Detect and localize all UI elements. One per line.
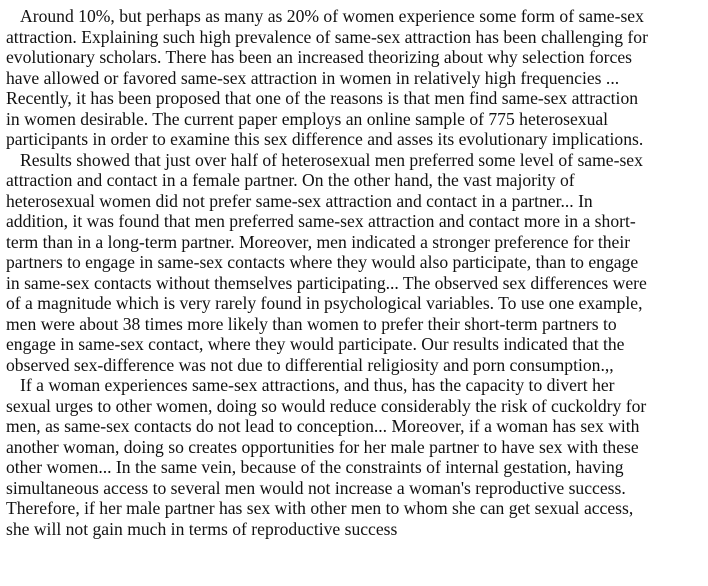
text-line: If a woman experiences same-sex attractions, and thus, has the capacity to divert her (20, 375, 615, 395)
text-line: participants in order to examine this sex difference and asses its evolutionary implications. (6, 129, 644, 149)
text-line: she will not gain much in terms of reproductive success (6, 518, 398, 539)
text-line: term than in a long-term partner. Moreover, men indicated a stronger preference for their (6, 231, 631, 252)
text-line: simultaneous access to several men would not increase a woman's reproductive success. (6, 477, 626, 498)
text-line: attraction. Explaining such high prevalence of same-sex attraction has been challenging for (6, 26, 648, 47)
text-line: in women desirable. The current paper employs an online sample of 775 heterosexual (6, 108, 609, 129)
text-line: Around 10%, but perhaps as many as 20% of women experience some form of same-sex (20, 6, 644, 26)
text-line: men were about 38 times more likely than women to prefer their short-term partners to (6, 313, 617, 334)
text-line: have allowed or favored same-sex attraction in women in relatively high frequencies ... (6, 67, 620, 88)
text-line: in same-sex contacts without themselves participating... The observed sex differences were (6, 272, 647, 293)
text-line: of a magnitude which is very rarely found in psychological variables. To use one example, (6, 293, 643, 313)
text-line: other women... In the same vein, because of the constraints of internal gestation, having (6, 457, 624, 477)
text-line: another woman, doing so creates opportunities for her male partner to have sex with these (6, 436, 639, 457)
text-line: evolutionary scholars. There has been an increased theorizing about why selection forces (6, 47, 632, 67)
text-line: engage in same-sex contact, where they would participate. Our results indicated that the (6, 334, 625, 354)
paragraph-3 (6, 375, 702, 539)
text-line: addition, it was found that men preferred same-sex attraction and contact more in a short- (6, 211, 636, 231)
paragraph-2 (6, 150, 702, 376)
text-line: partners to engage in same-sex contacts where they would also participate, than to engage (6, 252, 639, 272)
text-line: attraction and contact in a female partner. On the other hand, the vast majority of (6, 170, 575, 190)
text-line: men, as same-sex contacts do not lead to conception... Moreover, if a woman has sex with (6, 416, 640, 436)
paragraph-1 (6, 6, 702, 150)
text-line: Results showed that just over half of heterosexual men preferred some level of same-sex (20, 149, 643, 170)
text-line: heterosexual women did not prefer same-sex attraction and contact in a partner... In (6, 190, 593, 211)
text-line: observed sex-difference was not due to differential religiosity and porn consumption.,, (6, 354, 614, 375)
text-line: Therefore, if her male partner has sex with other men to whom she can get sexual access, (6, 498, 634, 518)
text-line: Recently, it has been proposed that one of the reasons is that men find same-sex attraction (6, 88, 639, 108)
text-line: sexual urges to other women, doing so would reduce considerably the risk of cuckoldry for (6, 395, 647, 416)
